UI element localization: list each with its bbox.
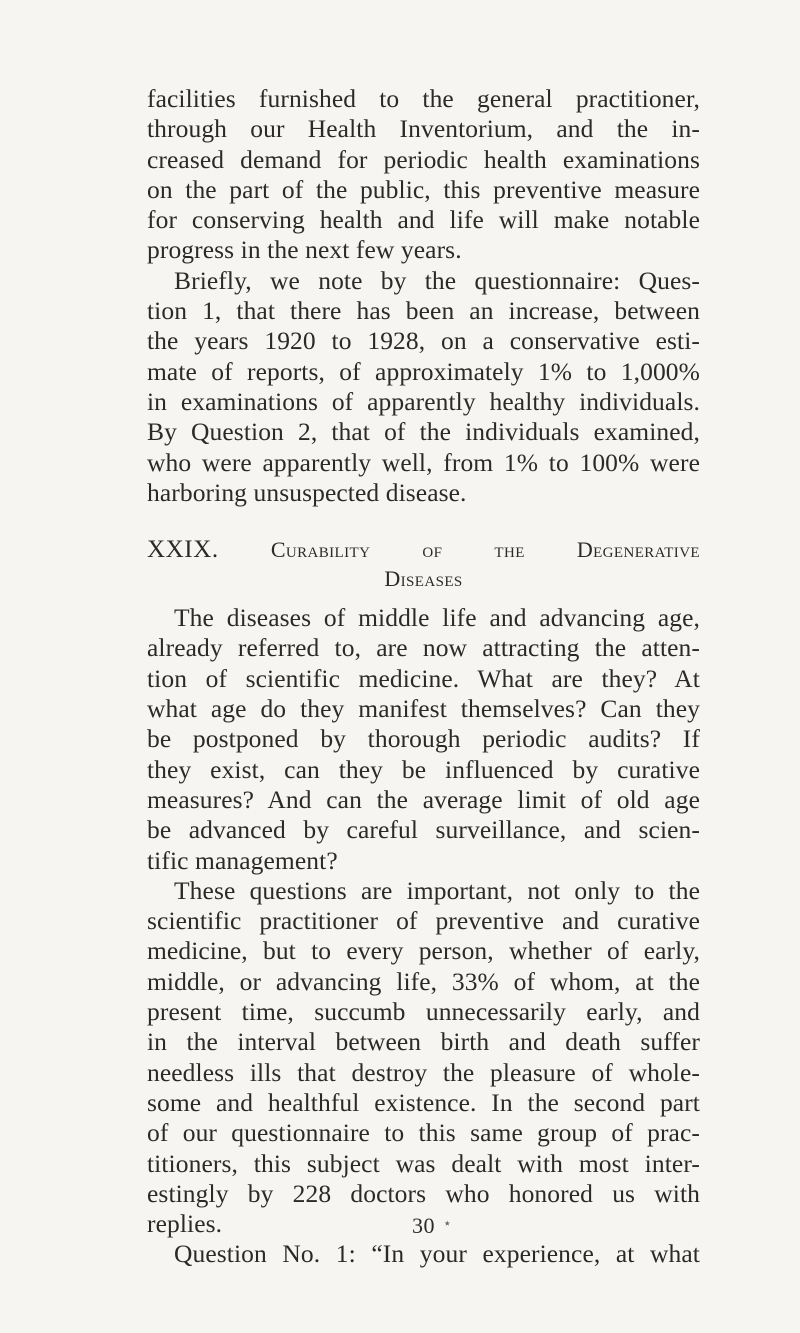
text-line: progress in the next few years.: [147, 235, 462, 265]
text-line: they exist, can they be influenced by curative: [147, 754, 700, 784]
section-title: Curability of the Degenerative: [270, 537, 700, 563]
text-line: through our Health Inventorium, and the in-: [147, 114, 700, 144]
text-line: creased demand for periodic health examinations: [147, 144, 700, 174]
book-page: [147, 84, 700, 1270]
text-line: present time, succumb unnecessarily early, and: [147, 997, 700, 1027]
section-numeral: XXIX.: [147, 536, 219, 564]
text-line: tific management?: [147, 845, 338, 875]
text-line: who were apparently well, from 1% to 100% were: [147, 447, 700, 477]
text-line: replies.: [147, 1209, 223, 1239]
paragraph-continuation: [147, 84, 700, 266]
page-footer: [147, 1213, 700, 1239]
text-line: the years 1920 to 1928, on a conservative esti-: [147, 326, 700, 356]
text-line: Question No. 1: “In your experience, at what: [174, 1239, 700, 1269]
paragraph-question-one: [147, 1239, 700, 1269]
text-line: be advanced by careful surveillance, and scien-: [147, 815, 700, 845]
text-line: tion of scientific medicine. What are they? At: [147, 663, 700, 693]
text-line: facilities furnished to the general practitioner,: [147, 84, 700, 113]
printer-mark: ٭: [444, 1216, 451, 1230]
text-line: harboring unsuspected disease.: [147, 477, 467, 507]
paragraph-degenerative-diseases: [147, 603, 700, 876]
text-line: mate of reports, of approximately 1% to 1,000%: [147, 356, 700, 386]
text-line: tion 1, that there has been an increase, between: [147, 296, 700, 326]
section-heading: [147, 535, 700, 593]
text-line: By Question 2, that of the individuals examined,: [147, 417, 700, 447]
page-number: 30: [412, 1213, 435, 1238]
text-line: measures? And can the average limit of old age: [147, 784, 700, 814]
text-line: of our questionnaire to this same group of prac-: [147, 1118, 700, 1148]
text-line: scientific practitioner of preventive and curative: [147, 906, 700, 936]
text-line: The diseases of middle life and advancing age,: [174, 603, 700, 633]
text-line: needless ills that destroy the pleasure of whole-: [147, 1057, 700, 1087]
section-heading-line: [147, 535, 700, 564]
text-line: what age do they manifest themselves? Can they: [147, 694, 700, 724]
text-line: Briefly, we note by the questionnaire: Ques-: [174, 265, 700, 295]
text-line: These questions are important, not only to the: [174, 875, 700, 905]
text-line: on the part of the public, this preventive measure: [147, 174, 700, 204]
text-line: in the interval between birth and death suffer: [147, 1027, 700, 1057]
text-line: for conserving health and life will make notable: [147, 205, 700, 235]
text-line: some and healthful existence. In the second part: [147, 1087, 700, 1117]
paragraph-questionnaire-summary: [147, 266, 700, 508]
text-line: titioners, this subject was dealt with most inter-: [147, 1148, 700, 1178]
paragraph-importance: [147, 876, 700, 1240]
section-title-continued: Diseases: [384, 566, 463, 592]
text-line: estingly by 228 doctors who honored us with: [147, 1178, 700, 1208]
text-line: middle, or advancing life, 33% of whom, at the: [147, 966, 700, 996]
text-line: in examinations of apparently healthy individuals.: [147, 386, 700, 416]
text-line: medicine, but to every person, whether of early,: [147, 936, 700, 966]
text-line: be postponed by thorough periodic audits? If: [147, 724, 700, 754]
text-line: already referred to, are now attracting the atten-: [147, 633, 700, 663]
